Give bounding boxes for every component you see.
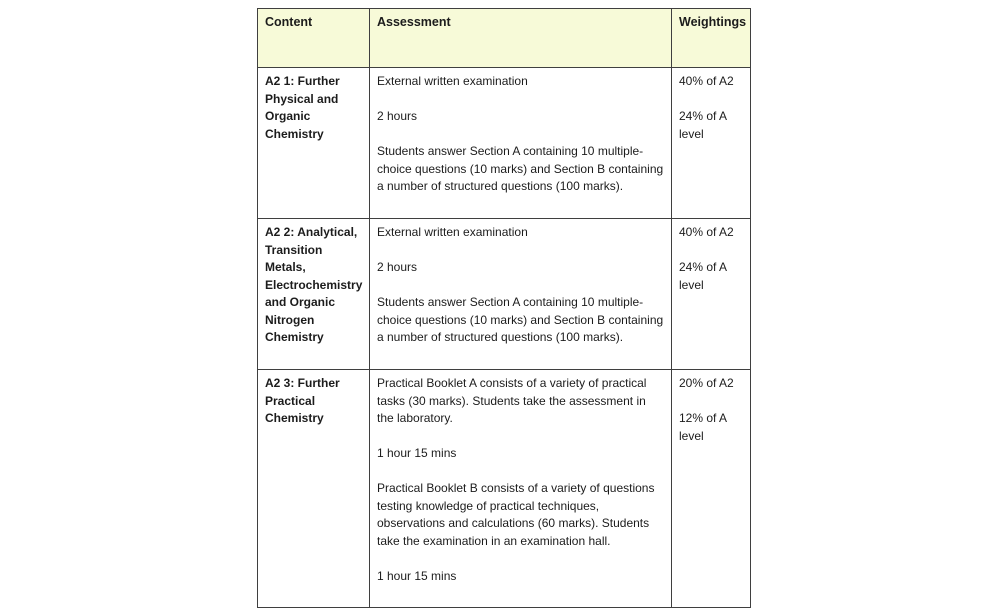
assessment-paragraph: 2 hours [377, 109, 418, 123]
assessment-paragraph: Practical Booklet B consists of a variety of questions testing knowledge of practical techniques, observations and calculations (60 marks). Students take the examination in an examination hall. [377, 481, 655, 548]
assessment-cell [370, 219, 672, 370]
assessment-paragraph: Students answer Section A containing 10 multiple-choice questions (10 marks) and Section B containing a number of structured questions (100 marks). [377, 295, 664, 344]
weighting-value: 40% of A2 [679, 74, 734, 88]
weightings-cell [672, 370, 751, 608]
table-row-a2-2 [258, 219, 751, 370]
weighting-value: 20% of A2 [679, 376, 734, 390]
table-row-a2-3 [258, 370, 751, 608]
assessment-cell [370, 68, 672, 219]
assessment-paragraph: Students answer Section A containing 10 multiple-choice questions (10 marks) and Section B containing a number of structured questions (100 marks). [377, 144, 664, 193]
weighting-value: 12% of A level [679, 411, 727, 443]
assessment-paragraph: External written examination [377, 225, 528, 239]
weightings-cell [672, 219, 751, 370]
weighting-value: 40% of A2 [679, 225, 734, 239]
assessment-table [257, 8, 751, 608]
column-header-assessment: Assessment [370, 9, 672, 68]
table-row-a2-1 [258, 68, 751, 219]
weighting-value: 24% of A level [679, 109, 727, 141]
assessment-cell [370, 370, 672, 608]
weighting-value: 24% of A level [679, 260, 727, 292]
assessment-paragraph: 2 hours [377, 260, 418, 274]
assessment-table-container [257, 8, 751, 608]
content-cell: A2 2: Analytical, Transition Metals, Electrochemistry and Organic Nitrogen Chemistry [258, 219, 370, 370]
content-cell: A2 1: Further Physical and Organic Chemistry [258, 68, 370, 219]
assessment-paragraph: 1 hour 15 mins [377, 446, 457, 460]
weightings-cell [672, 68, 751, 219]
column-header-weightings: Weightings [672, 9, 751, 68]
column-header-content: Content [258, 9, 370, 68]
assessment-paragraph: Practical Booklet A consists of a variety of practical tasks (30 marks). Students take the assessment in the laboratory. [377, 376, 647, 425]
assessment-paragraph: 1 hour 15 mins [377, 568, 457, 583]
assessment-paragraph: External written examination [377, 74, 528, 88]
content-cell: A2 3: Further Practical Chemistry [258, 370, 370, 608]
table-header-row [258, 9, 751, 68]
